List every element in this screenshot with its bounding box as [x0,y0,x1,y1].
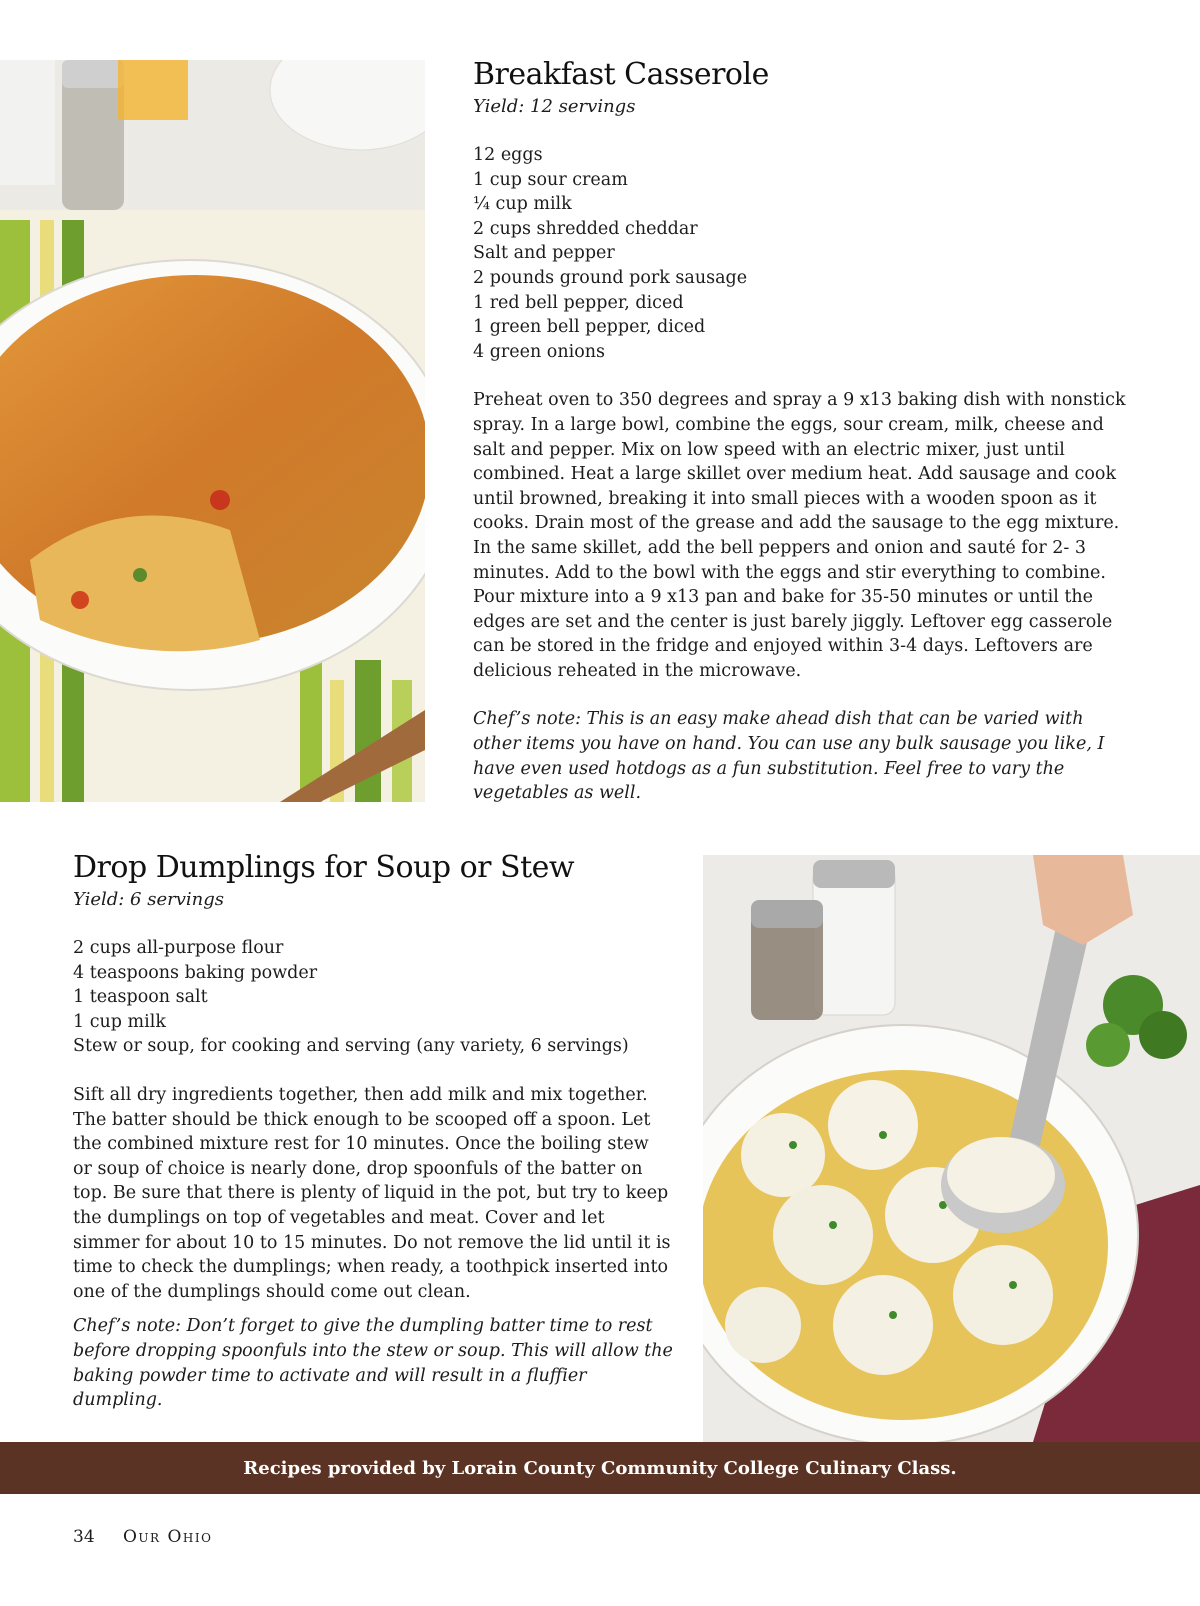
drop-dumplings-photo [703,855,1200,1442]
recipe-yield: Yield: 6 servings [73,889,224,910]
ingredient-item: 2 cups shredded cheddar [473,218,698,239]
ingredient-list [473,143,1133,364]
ingredient-list [73,936,673,1059]
ingredient-item: ¼ cup milk [473,194,572,215]
page-number: 34 [73,1527,95,1547]
ingredient-item: 12 eggs [473,145,543,165]
recipe-instructions: Preheat oven to 350 degrees and spray a 9 x13 baking dish with nonstick spray. In a large bowl, combine the eggs, sour cream, milk, cheese and salt and pepper. Mix on low speed with an electric mixer, just until combined. Heat a large skillet over medium heat. Add sausage and cook until browned, breaking it into small pieces with a wooden spoon as it cooks. Drain most of the grease and add the sausage to the egg mixture. In the same skillet, add the bell peppers and onion and sauté for 2- 3 minutes. Add to the bowl with the eggs and stir everything to combine. Pour mixture into a 9 x13 pan and bake for 35-50 minutes or until the edges are set and the center is just barely jiggly. Leftover egg casserole can be stored in the fridge and enjoyed within 3-4 days. Leftovers are delicious reheated in the microwave. [473,390,1126,681]
ingredient-item: 1 green bell pepper, diced [473,317,706,338]
ingredient-item: 2 cups all-purpose flour [73,938,284,958]
credit-banner [0,1442,1200,1494]
publication-name: Our Ohio [123,1527,213,1547]
credit-text: Recipes provided by Lorain County Community College Culinary Class. [243,1457,957,1479]
breakfast-casserole-recipe [473,55,1133,806]
ingredient-item: 4 teaspoons baking powder [73,962,318,983]
ingredient-item: 4 green onions [473,341,606,362]
chef-note: Chef’s note: Don’t forget to give the dumpling batter time to rest before dropping spoonfuls into the stew or soup. This will allow the baking powder time to activate and will result in a fluffier dumpling. [73,1316,673,1411]
breakfast-casserole-photo [0,60,425,802]
chef-note: Chef’s note: This is an easy make ahead dish that can be varied with other items you have on hand. You can use any bulk sausage you like, I have even used hotdogs as a fun substitution. Feel free to vary the vegetables as well. [473,709,1105,804]
recipe-title: Breakfast Casserole [473,57,769,92]
ingredient-item: Salt and pepper [473,243,615,264]
recipe-title: Drop Dumplings for Soup or Stew [73,850,575,885]
ingredient-item: 1 cup sour cream [473,169,628,190]
ingredient-item: Stew or soup, for cooking and serving (any variety, 6 servings) [73,1036,629,1057]
ingredient-item: 2 pounds ground pork sausage [473,267,748,288]
ingredient-item: 1 teaspoon salt [73,987,208,1008]
ingredient-item: 1 cup milk [73,1011,166,1032]
ingredient-item: 1 red bell pepper, diced [473,292,684,313]
drop-dumplings-recipe [73,848,673,1413]
recipe-yield: Yield: 12 servings [473,96,636,117]
recipe-instructions: Sift all dry ingredients together, then add milk and mix together. The batter should be thick enough to be scooped off a spoon. Let the combined mixture rest for 10 minutes. Once the boiling stew or soup of choice is nearly done, drop spoonfuls of the batter on top. Be sure that there is plenty of liquid in the pot, but try to keep the dumplings on top of vegetables and meat. Cover and let simmer for about 10 to 15 minutes. Do not remove the lid until it is time to check the dumplings; when ready, a toothpick inserted into one of the dumplings should come out clean. [73,1084,671,1302]
